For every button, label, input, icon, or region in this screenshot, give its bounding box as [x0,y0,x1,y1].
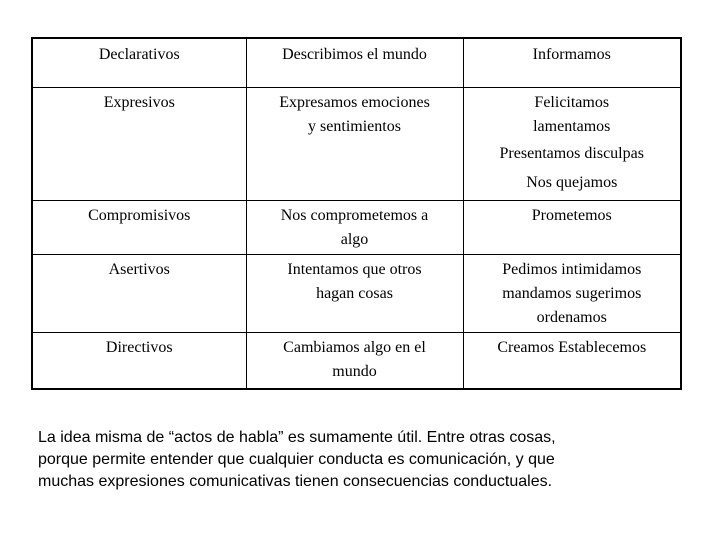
example-line: mandamos sugerimos [502,285,642,302]
category-label: Expresivos [103,94,175,111]
example-line: ordenamos [536,309,607,326]
description-line: Intentamos que otros [287,261,422,278]
description-line: hagan cosas [316,285,393,302]
category-label: Directivos [105,339,173,356]
category-label: Declarativos [98,46,180,63]
example-line: Creamos Establecemos [497,339,647,356]
example-line: Nos quejamos [526,174,618,191]
description-line: Describimos el mundo [282,46,427,63]
category-cell [32,255,246,333]
examples-cell [463,88,681,201]
description-line: y sentimientos [308,118,401,135]
description-cell [246,255,463,333]
footnote-line: La idea misma de “actos de habla” es sumamente útil. Entre otras cosas, [38,429,556,446]
description-line: algo [340,231,369,248]
category-cell [32,38,246,88]
examples-cell [463,333,681,390]
category-label: Compromisivos [88,207,191,224]
examples-cell [463,201,681,255]
category-cell [32,88,246,201]
category-cell [32,333,246,390]
description-cell [246,201,463,255]
description-line: Expresamos emociones [279,94,430,111]
examples-cell [463,255,681,333]
table-row [32,201,681,255]
category-label: Asertivos [108,261,170,278]
table-row [32,88,681,201]
description-cell [246,38,463,88]
example-line: Pedimos intimidamos [502,261,642,278]
example-line: Felicitamos [534,94,610,111]
footnote-paragraph [38,427,688,493]
category-cell [32,201,246,255]
examples-cell [463,38,681,88]
example-line: Informamos [532,46,611,63]
example-line: Presentamos disculpas [499,145,644,162]
description-cell [246,88,463,201]
footnote-line: muchas expresiones comunicativas tienen consecuencias conductuales. [38,473,553,490]
description-cell [246,333,463,390]
example-line: lamentamos [533,118,611,135]
description-line: mundo [332,363,377,380]
table-row [32,38,681,88]
table-row [32,333,681,390]
description-line: Nos comprometemos a [280,207,429,224]
description-line: Cambiamos algo en el [283,339,426,356]
example-line: Prometemos [531,207,612,224]
table-row [32,255,681,333]
speech-acts-table [31,37,682,390]
footnote-line: porque permite entender que cualquier conducta es comunicación, y que [38,451,555,468]
